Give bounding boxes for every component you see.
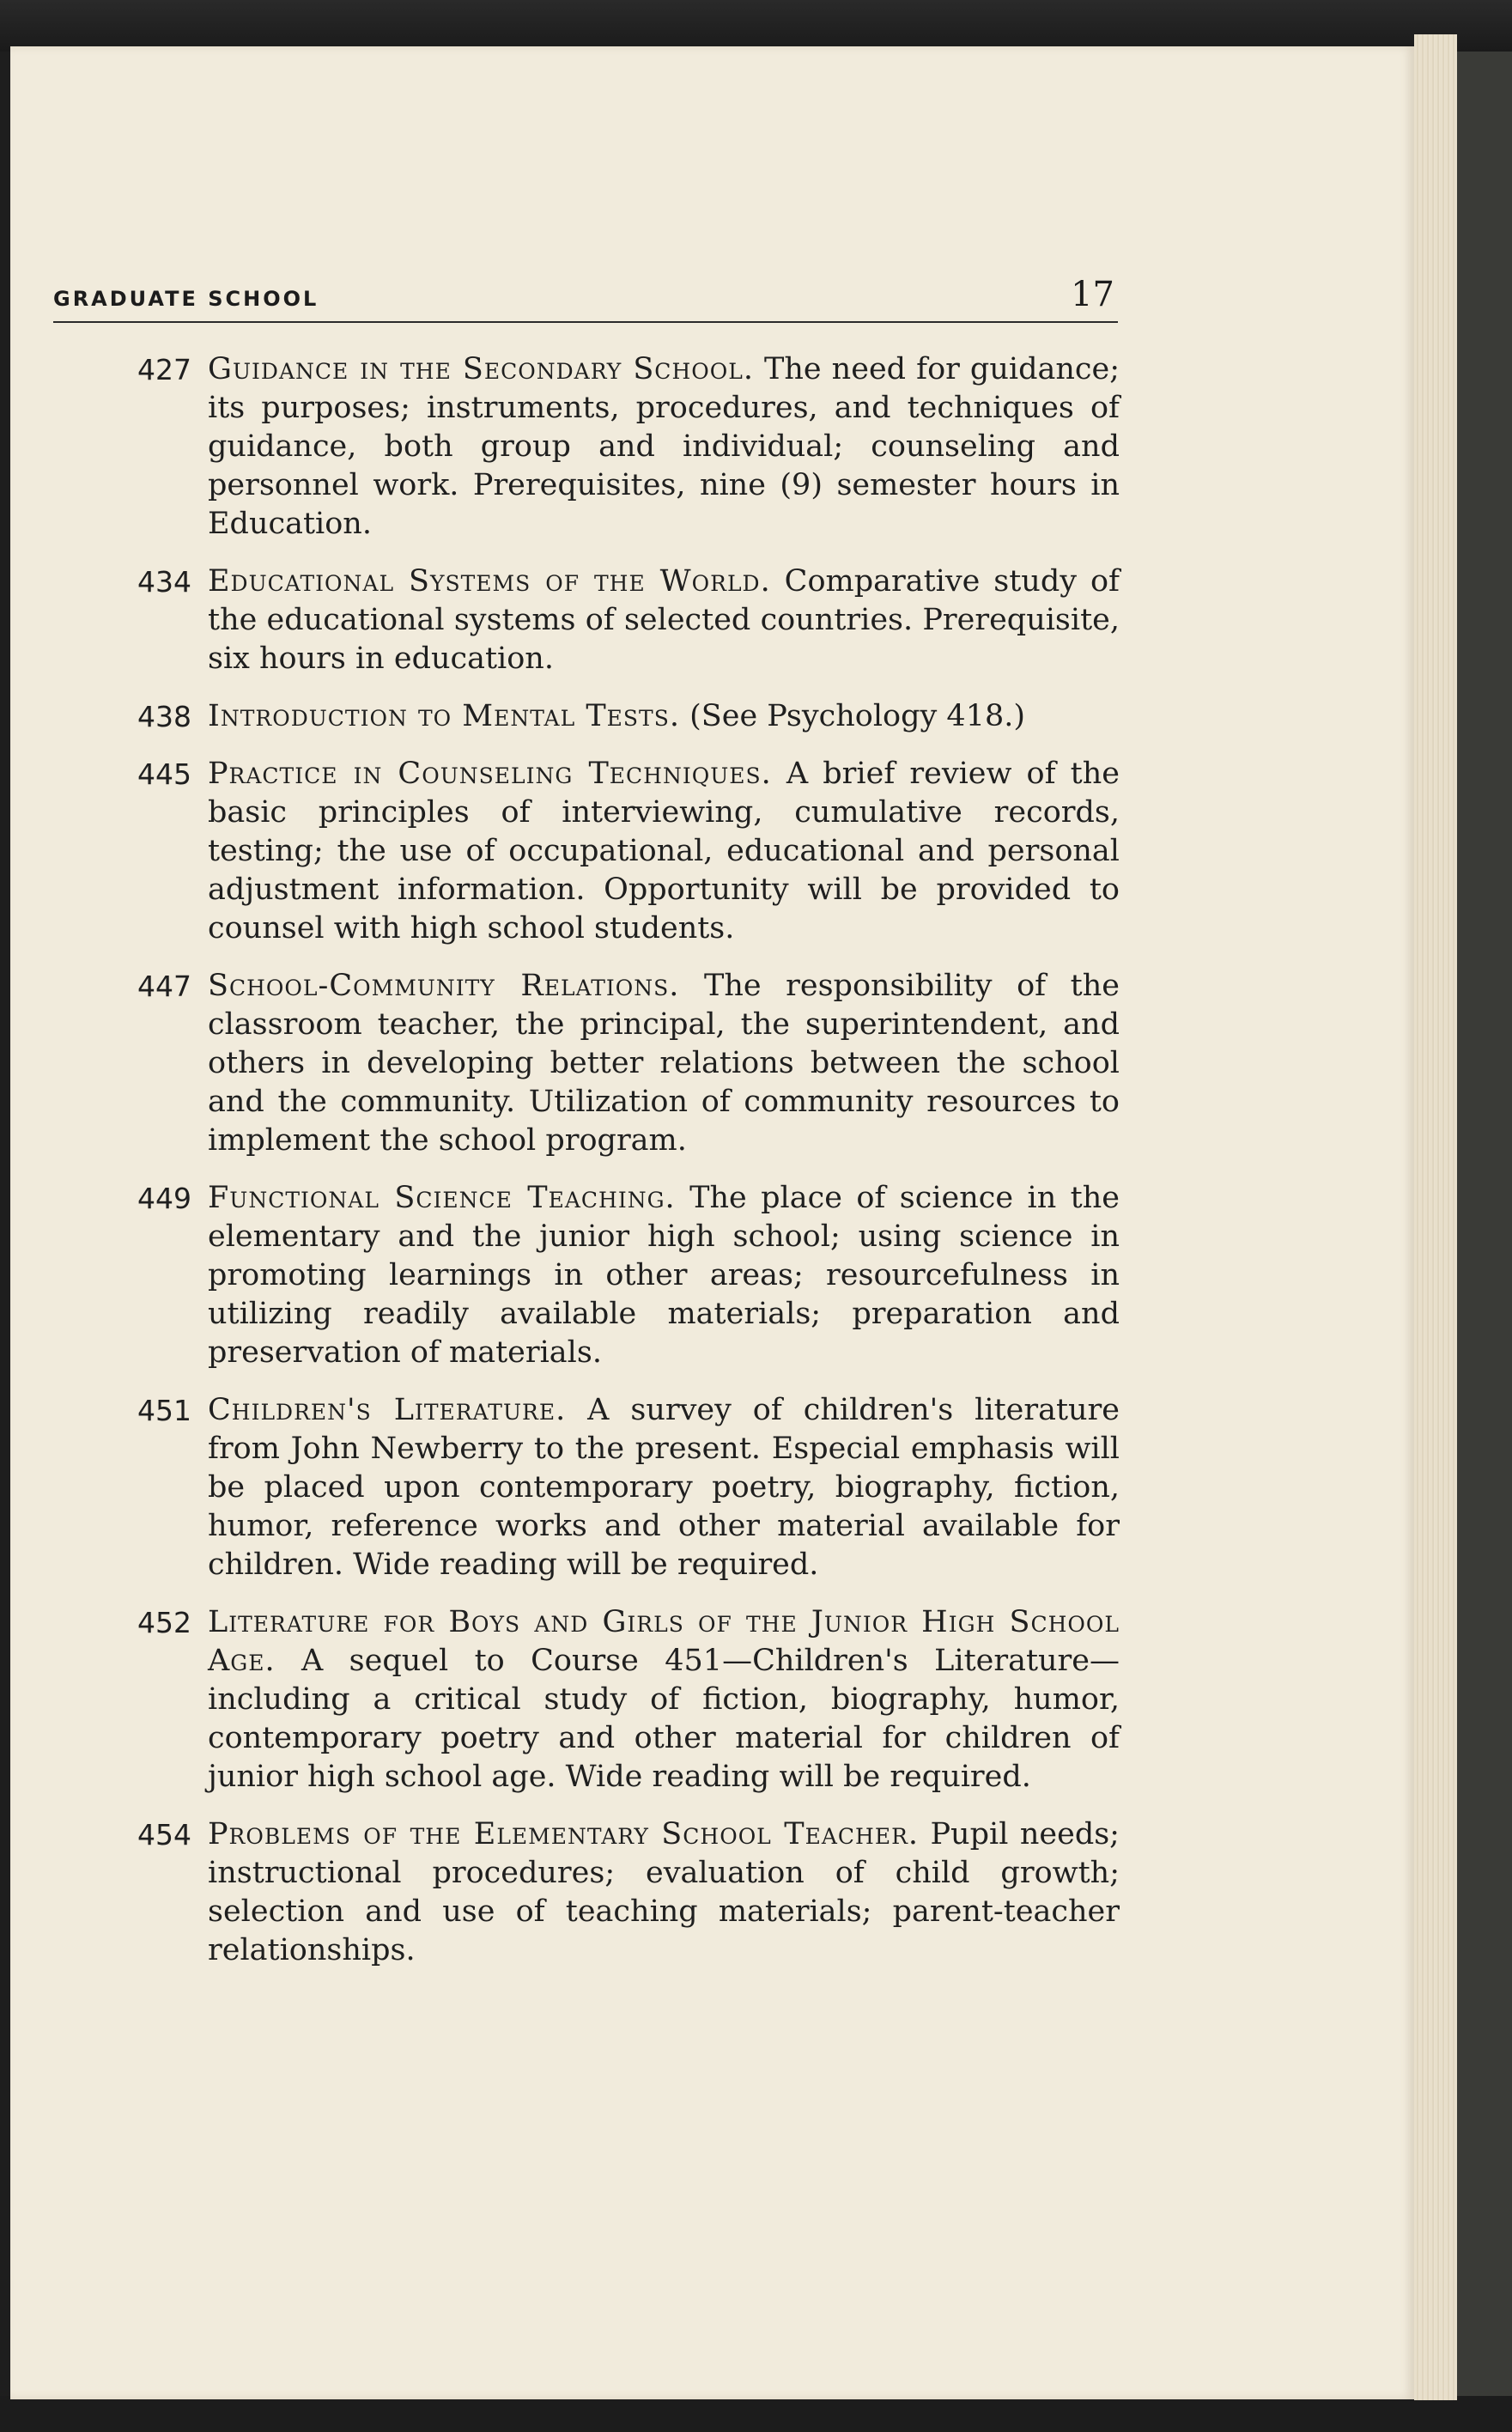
- book-binding-top: [0, 0, 1512, 52]
- course-entry: [137, 1179, 1120, 1372]
- course-number: 454: [137, 1818, 191, 1851]
- course-number: 434: [137, 565, 191, 599]
- course-number: 445: [137, 757, 191, 791]
- course-entry: [137, 562, 1120, 678]
- course-title: Introduction to Mental Tests.: [208, 699, 680, 733]
- course-number: 451: [137, 1394, 191, 1427]
- book-binding-bottom: [0, 2396, 1512, 2432]
- course-entry: [137, 967, 1120, 1160]
- course-title: Functional Science Teaching.: [208, 1181, 676, 1215]
- course-entry: [137, 1603, 1120, 1797]
- course-title: Literature for Boys and Girls of the Junior High School Age.: [208, 1605, 1120, 1678]
- course-entry: [137, 697, 1120, 736]
- course-description: The responsibility of the classroom teacher, the principal, the superintendent, and others in developing better relations between the school and the community. Utilization of community resources to implement the school program.: [208, 969, 1120, 1158]
- course-description: Comparative study of the educational systems of selected countries. Prerequisite, six hours in education.: [208, 564, 1120, 676]
- running-header: [53, 268, 1118, 323]
- cover-edge: [1457, 52, 1512, 2396]
- course-description: A survey of children's literature from John Newberry to the present. Especial emphasis will be placed upon contemporary poetry, biography, fiction, humor, reference works and other material available for children. Wide reading will be required.: [208, 1393, 1120, 1582]
- course-title: Problems of the Elementary School Teacher.: [208, 1817, 920, 1851]
- course-number: 449: [137, 1182, 191, 1215]
- course-entry: [137, 755, 1120, 948]
- course-number: 447: [137, 970, 191, 1003]
- course-description: Pupil needs; instructional procedures; evaluation of child growth; selection and use of teaching materials; parent-teacher relationships.: [208, 1817, 1120, 1967]
- course-entry: [137, 1815, 1120, 1970]
- course-title: Educational Systems of the World.: [208, 564, 771, 599]
- section-title: GRADUATE SCHOOL: [53, 287, 319, 311]
- course-number: 452: [137, 1606, 191, 1639]
- course-entry: [137, 1391, 1120, 1584]
- page-edges: [1414, 34, 1457, 2400]
- course-title: Children's Literature.: [208, 1393, 567, 1427]
- course-description: (See Psychology 418.): [689, 699, 1026, 733]
- course-title: School-Community Relations.: [208, 969, 680, 1003]
- course-entry: [137, 350, 1120, 544]
- course-number: 438: [137, 700, 191, 733]
- course-title: Practice in Counseling Techniques.: [208, 757, 772, 791]
- course-description: A brief review of the basic principles of interviewing, cumulative records, testing; the use of occupational, educational and personal adjustment information. Opportunity will be provided to counsel with high school students.: [208, 757, 1120, 945]
- course-description: A sequel to Course 451—Children's Literature—including a critical study of fiction, biography, humor, contemporary poetry and other material for children of junior high school age. Wide reading will be required.: [208, 1644, 1120, 1794]
- course-description: The need for guidance; its purposes; instruments, procedures, and techniques of guidance, both group and individual; counseling and personnel work. Prerequisites, nine (9) semester hours in Education.: [208, 352, 1120, 541]
- course-number: 427: [137, 353, 191, 386]
- course-list: [137, 350, 1120, 1989]
- course-description: The place of science in the elementary and the junior high school; using science in promoting learnings in other areas; resourcefulness in utilizing readily available materials; preparation and preservation of materials.: [208, 1181, 1120, 1370]
- course-title: Guidance in the Secondary School.: [208, 352, 754, 386]
- page-number: 17: [1071, 275, 1114, 314]
